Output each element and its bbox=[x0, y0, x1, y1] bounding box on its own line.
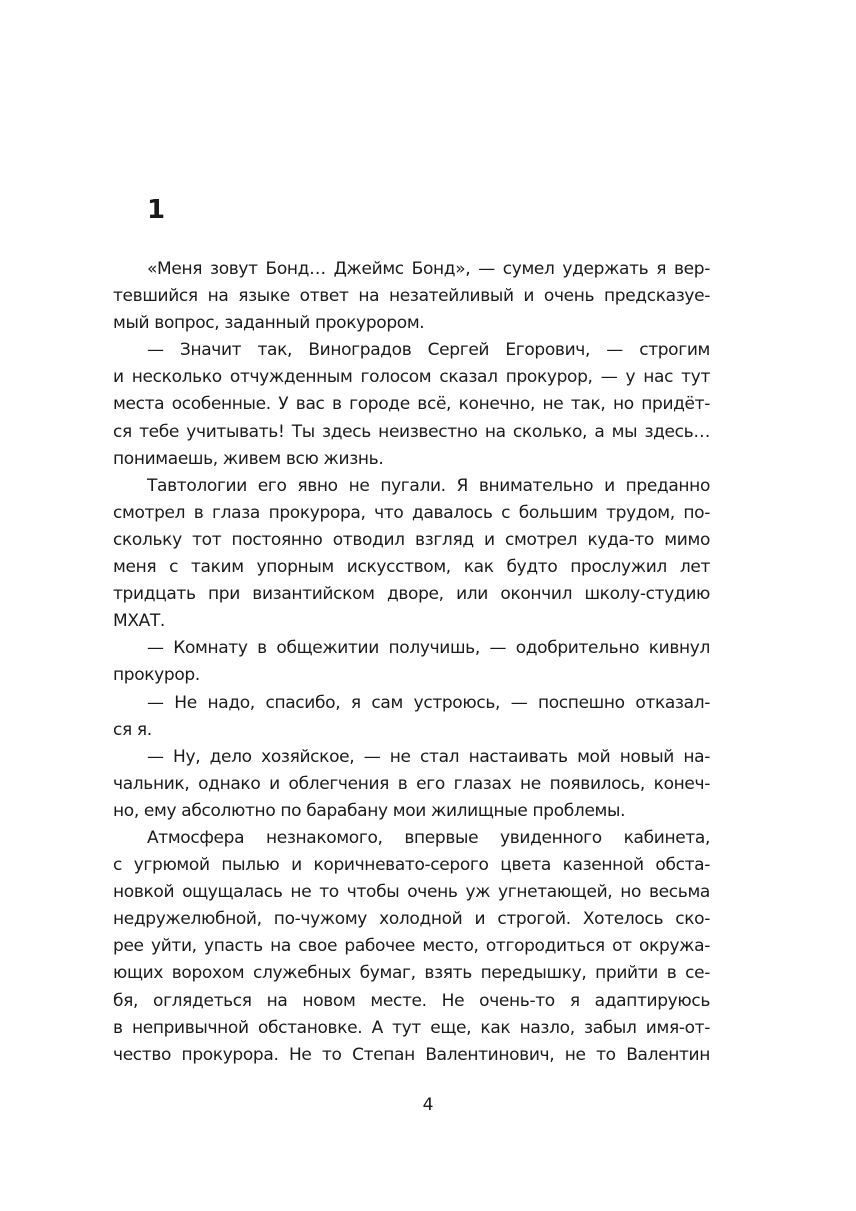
text-line: рее уйти, упасть на свое рабочее место, отгородиться от окружа- bbox=[113, 936, 710, 957]
text-line: скольку тот постоянно отводил взгляд и смотрел куда-то мимо bbox=[113, 529, 710, 550]
text-line: бя, оглядеться на новом месте. Не очень-то я адаптируюсь bbox=[113, 990, 710, 1011]
text-line: недружелюбной, по-чужому холодной и строгой. Хотелось ско- bbox=[113, 909, 710, 930]
text-line: тевшийся на языке ответ на незатейливый и очень предсказуе- bbox=[113, 286, 710, 307]
text-line: новкой ощущалась не то чтобы очень уж угнетающей, но весьма bbox=[113, 882, 710, 903]
text-line: — Комнату в общежитии получишь, — одобрительно кивнул bbox=[147, 638, 710, 659]
text-line: понимаешь, живем всю жизнь. bbox=[113, 448, 384, 469]
body-text bbox=[113, 256, 710, 1069]
text-line: чальник, однако и облегчения в его глазах не появилось, конеч- bbox=[113, 773, 710, 794]
text-line: «Меня зовут Бонд… Джеймс Бонд», — сумел удержать я вер- bbox=[147, 259, 710, 279]
text-line: Атмосфера незнакомого, впервые увиденного кабинета, bbox=[147, 827, 710, 848]
text-line: но, ему абсолютно по барабану мои жилищные проблемы. bbox=[113, 800, 626, 821]
text-line: прокурор. bbox=[113, 665, 200, 686]
text-line: смотрел в глаза прокурора, что давалось с большим трудом, по- bbox=[113, 502, 710, 523]
text-line: места особенные. У вас в городе всё, конечно, не так, но придёт- bbox=[113, 394, 710, 415]
text-line: в непривычной обстановке. А тут еще, как назло, забыл имя-от- bbox=[113, 1017, 710, 1038]
text-line: с угрюмой пылью и коричневато-серого цвета казенной обста- bbox=[113, 855, 710, 876]
text-line: — Значит так, Виноградов Сергей Егорович, — строгим bbox=[147, 340, 710, 361]
text-line: — Ну, дело хозяйское, — не стал настаивать мой новый на- bbox=[147, 746, 710, 767]
chapter-number: 1 bbox=[147, 195, 166, 225]
page-number: 4 bbox=[422, 1095, 434, 1115]
text-line: ся я. bbox=[113, 719, 152, 740]
text-line: ющих ворохом служебных бумаг, взять передышку, прийти в се- bbox=[113, 963, 710, 984]
text-line: Тавтологии его явно не пугали. Я внимательно и преданно bbox=[147, 475, 710, 496]
text-line: тридцать при византийском дворе, или окончил школу-студию bbox=[113, 584, 710, 605]
text-line: чество прокурора. Не то Степан Валентинович, не то Валентин bbox=[113, 1044, 710, 1065]
text-line: МХАТ. bbox=[113, 611, 165, 632]
text-line: и несколько отчужденным голосом сказал прокурор, — у нас тут bbox=[113, 367, 710, 388]
text-line: меня с таким упорным искусством, как будто прослужил лет bbox=[113, 557, 710, 578]
text-line: ся тебе учитывать! Ты здесь неизвестно на сколько, а мы здесь… bbox=[113, 421, 710, 442]
text-line: — Не надо, спасибо, я сам устроюсь, — поспешно отказал- bbox=[147, 692, 710, 713]
text-line: мый вопрос, заданный прокурором. bbox=[113, 313, 425, 334]
